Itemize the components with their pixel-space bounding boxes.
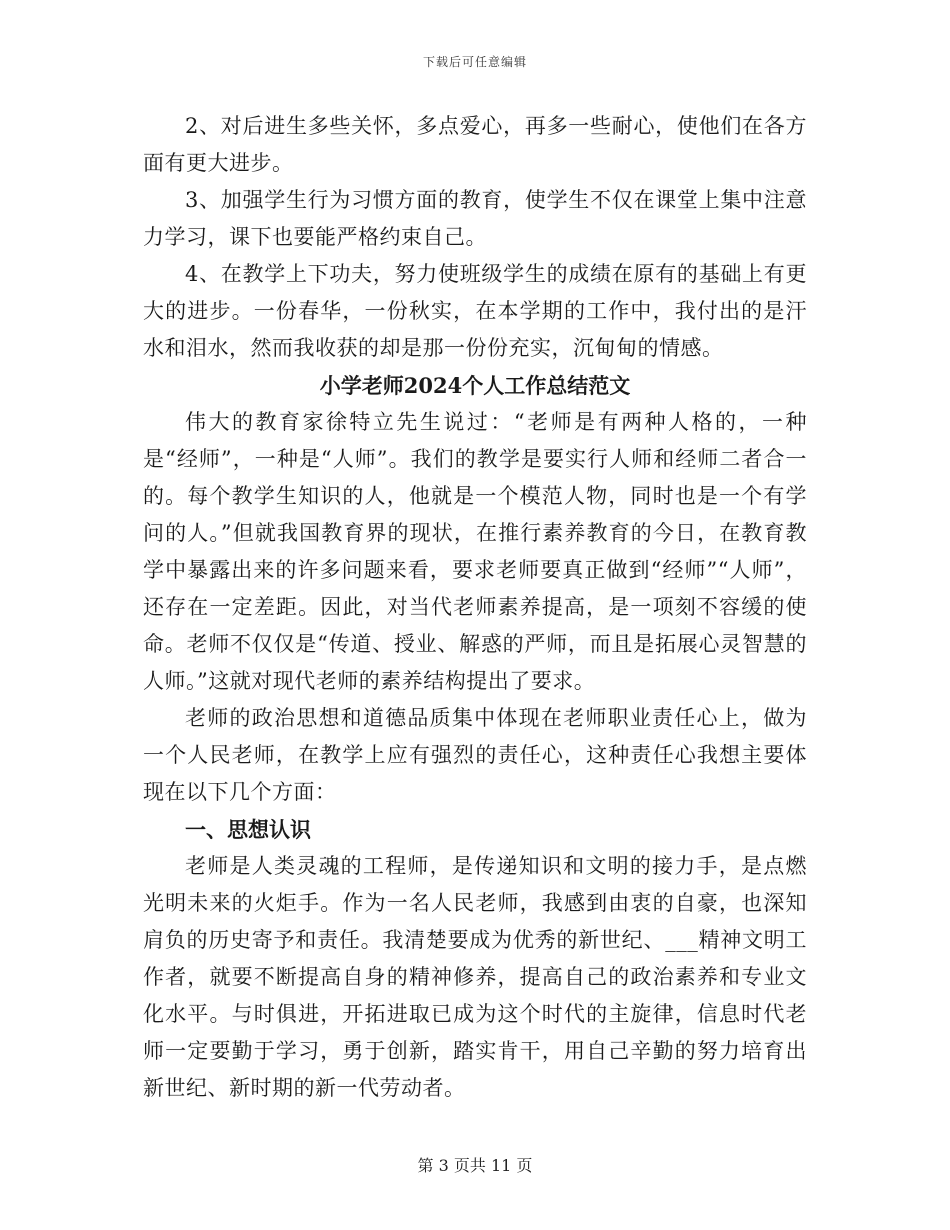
paragraph-thought: 老师是人类灵魂的工程师，是传递知识和文明的接力手，是点燃光明未来的火炬手。作为一名人民老师，我感到由衷的自豪，也深知肩负的历史寄予和责任。我清楚要成为优秀的新世纪、___精神文明工作者，就要不断提高自身的精神修养，提高自己的政治素养和专业文化水平。与时俱进，开拓进取已成为这个时代的主旋律，信息时代老师一定要勤于学习，勇于创新，踏实肯干，用自己辛勤的努力培育出新世纪、新时期的新一代劳动者。 [143, 854, 807, 1100]
paragraph-item-2: 2、对后进生多些关怀，多点爱心，再多一些耐心，使他们在各方面有更大进步。 [143, 114, 807, 175]
paragraph-item-3: 3、加强学生行为习惯方面的教育，使学生不仅在课堂上集中注意力学习，课下也要能严格约束自己。 [143, 188, 807, 249]
page-header-note: 下载后可任意编辑 [422, 55, 527, 69]
article-title: 小学老师2024个人工作总结范文 [319, 373, 631, 398]
paragraph-item-4: 4、在教学上下功夫，努力使班级学生的成绩在原有的基础上有更大的进步。一份春华，一份秋实，在本学期的工作中，我付出的是汗水和泪水，然而我收获的却是那一份份充实，沉甸甸的情感。 [143, 262, 807, 360]
document-body [143, 108, 807, 1107]
section-heading-thought: 一、思想认识 [185, 817, 311, 842]
page-footer: 第 3 页共 11 页 [417, 1156, 533, 1175]
paragraph-responsibility: 老师的政治思想和道德品质集中体现在老师职业责任心上，做为一个人民老师，在教学上应有强烈的责任心，这种责任心我想主要体现在以下几个方面： [143, 706, 807, 804]
paragraph-intro: 伟大的教育家徐特立先生说过：“老师是有两种人格的，一种是“经师”，一种是“人师”。我们的教学是要实行人师和经师二者合一的。每个教学生知识的人，他就是一个模范人物，同时也是一个有学问的人。”但就我国教育界的现状，在推行素养教育的今日，在教育教学中暴露出来的许多问题来看，要求老师要真正做到“经师”“人师”，还存在一定差距。因此，对当代老师素养提高，是一项刻不容缓的使命。老师不仅仅是“传道、授业、解惑的严师，而且是拓展心灵智慧的人师。”这就对现代老师的素养结构提出了要求。 [143, 410, 807, 693]
